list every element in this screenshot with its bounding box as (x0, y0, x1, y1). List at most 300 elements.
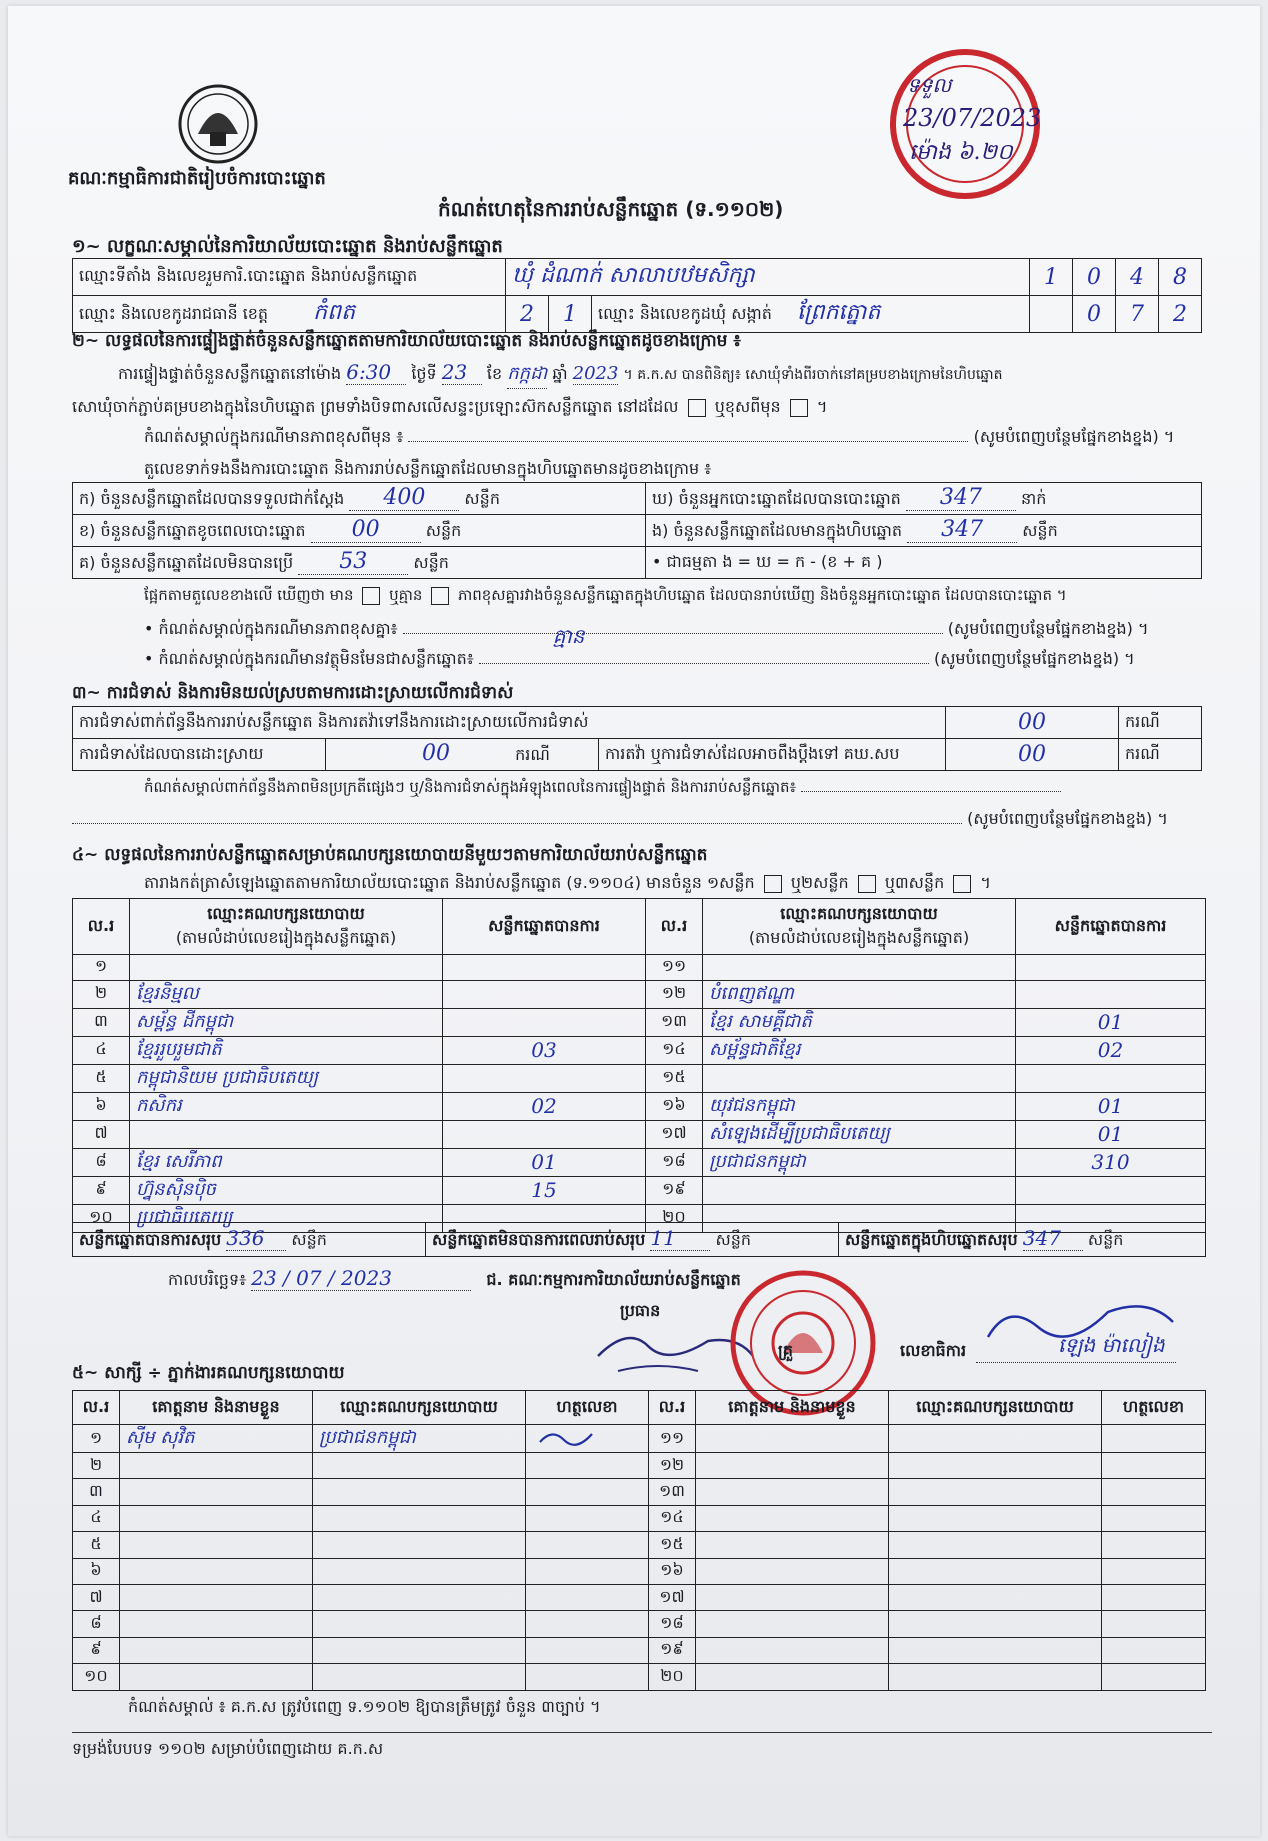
irregularity-note-2 (72, 808, 1168, 832)
witness-no: ៣ (73, 1479, 120, 1505)
result-row (73, 955, 1206, 981)
col-votes-right: សន្លឹកឆ្នោតបានការ (1016, 899, 1206, 955)
three-sheet-checkbox[interactable] (953, 875, 971, 893)
result-no: ៦ (73, 1092, 130, 1120)
result-party: ខ្មែរ សេរីភាព (130, 1148, 443, 1176)
note-diff-field[interactable] (408, 441, 968, 442)
witness-no: ៨ (73, 1611, 120, 1637)
bullet-object-label: • កំណត់សម្គាល់ក្នុងករណីមានវត្ថុមិនមែនជាសន្លឹកឆ្នោត៖ (144, 649, 474, 668)
col-no-right: ល.រ (646, 899, 703, 955)
witness-row (73, 1664, 1206, 1690)
stamp-date: 23/07/2023 (903, 104, 1042, 132)
province-label (73, 296, 506, 333)
witness-party[interactable] (889, 1611, 1102, 1637)
results-body (73, 955, 1206, 1233)
witness-row (73, 1479, 1206, 1505)
witness-party[interactable] (889, 1425, 1102, 1453)
witness-name (120, 1479, 313, 1505)
result-no: ១៣ (646, 1008, 703, 1036)
witness-name[interactable] (696, 1664, 889, 1690)
verify-year: 2023 (572, 363, 619, 384)
witness-signature[interactable] (526, 1453, 649, 1479)
fig-left-2-label: ខ) ចំនួនសន្លឹកឆ្នោតខូចពេលបោះឆ្នោត (79, 521, 306, 540)
result-votes (443, 1008, 646, 1036)
result-party: ហ្វ៊ុនស៊ិនប៉ិច (130, 1176, 443, 1204)
bullet-diff-suffix: (សូមបំពេញបន្ថែមផ្នែកខាងខ្នង) ។ (947, 619, 1149, 638)
witness-party[interactable] (889, 1558, 1102, 1584)
footer-text: ទម្រង់បែបបទ ១១០២ សម្រាប់បំពេញដោយ គ.ក.ស (72, 1739, 384, 1758)
col-party-right-title: ឈ្មោះគណបក្សនយោបាយ (780, 903, 938, 923)
resolved-label: ការជំទាស់ដែលបានដោះស្រាយ (73, 739, 326, 771)
president-label: ប្រធាន (620, 1301, 661, 1320)
verify-tail: ។ គ.ក.ស បានពិនិត្យ៖ សោឃុំទាំងពីរចាក់នៅគម្របខាងក្រោមនៃហិបឆ្នោត (623, 367, 1003, 383)
witness-name (120, 1584, 313, 1610)
result-no: ១២ (646, 980, 703, 1008)
station-value: ឃុំ ដំណាក់ សាលាបឋមសិក្សា (506, 259, 1030, 296)
commune-digit-1: 0 (1073, 296, 1116, 333)
result-party: បំពេញឥណ្ឌា (703, 980, 1016, 1008)
appeal-unit: ករណី (1119, 739, 1202, 771)
witness-signature[interactable] (1102, 1532, 1206, 1558)
station-digit-3: 4 (1116, 259, 1159, 296)
result-no: ២០ (646, 1204, 703, 1232)
date-line (168, 1266, 741, 1293)
witness-name (120, 1637, 313, 1663)
total-box-unit: សន្លឹក (1087, 1230, 1124, 1249)
witness-name[interactable] (696, 1505, 889, 1531)
form-title: កំណត់ហេតុនៃការរាប់សន្លឹកឆ្នោត (ទ.១១០២) (438, 197, 784, 221)
result-votes (1016, 980, 1206, 1008)
witness-signature[interactable] (526, 1425, 649, 1453)
w-col-party-left: ឈ្មោះគណបក្សនយោបាយ (313, 1391, 526, 1425)
result-no: ១ (73, 955, 130, 981)
witness-signature[interactable] (1102, 1558, 1206, 1584)
fig-right-2 (646, 515, 1202, 547)
witness-signature[interactable] (1102, 1584, 1206, 1610)
province-digit-2: 1 (549, 296, 592, 333)
commune-empty (1030, 296, 1073, 333)
member-label: គ្រួ (778, 1341, 793, 1360)
col-party-left-sub: (តាមលំដាប់លេខរៀងក្នុងសន្លឹកឆ្នោត) (175, 927, 397, 947)
fig-right-2-value: 347 (907, 517, 1017, 543)
result-row (73, 1120, 1206, 1148)
note-diff-line (144, 426, 1194, 450)
nec-logo (176, 82, 260, 166)
verify-month-label: ខែ (486, 364, 503, 383)
verify-day-label: ថ្ងៃទី (411, 364, 437, 383)
tally-intro-text: តារាងកត់ត្រាសំឡេងឆ្នោតតាមការិយាល័យបោះឆ្នោត និងរាប់សន្លឹកឆ្នោត (ទ.១១០៤) មានចំនួន ១សន្លឹក (144, 873, 755, 892)
total-invalid-value: 11 (650, 1226, 710, 1251)
result-no: ១១ (646, 955, 703, 981)
result-party: កម្ពុជានិយម ប្រជាធិបតេយ្យ (130, 1064, 443, 1092)
resolved-value: 00 (422, 741, 450, 766)
result-votes: 15 (443, 1176, 646, 1204)
result-votes (443, 1064, 646, 1092)
result-votes: 01 (1016, 1120, 1206, 1148)
fig-left-2-value: 00 (311, 517, 421, 543)
result-votes: 01 (1016, 1092, 1206, 1120)
w-col-sign-left: ហត្ថលេខា (526, 1391, 649, 1425)
witness-row (73, 1453, 1206, 1479)
witness-signature[interactable] (526, 1584, 649, 1610)
irregularity-field-2[interactable] (72, 823, 962, 824)
witness-name (120, 1558, 313, 1584)
result-votes: 01 (443, 1148, 646, 1176)
bullet-object-line (144, 648, 1204, 672)
result-party: ខ្មែររួបរួមជាតិ (130, 1036, 443, 1064)
result-party: ខ្មែរនិម្មល (130, 980, 443, 1008)
witness-row (73, 1505, 1206, 1531)
diff-has-checkbox[interactable] (362, 587, 380, 605)
witness-name[interactable] (696, 1637, 889, 1663)
fig-right-2-unit: សន្លឹក (1022, 521, 1058, 540)
witness-signature[interactable] (526, 1532, 649, 1558)
secretary-label: លេខាធិការ (900, 1341, 967, 1360)
witness-party (313, 1479, 526, 1505)
objection-label: ការជំទាស់ពាក់ព័ន្ធនឹងការរាប់សន្លឹកឆ្នោត និងការតវ៉ាទៅនឹងការដោះស្រាយលើការជំទាស់ (73, 707, 946, 739)
witness-party (313, 1584, 526, 1610)
section5-heading: ៥~ សាក្សី ÷ ភ្នាក់ងារគណបក្សនយោបាយ (72, 1363, 345, 1383)
appeal-value: 00 (946, 739, 1119, 771)
witness-party (313, 1611, 526, 1637)
result-no: ៥ (73, 1064, 130, 1092)
irregularity-label: កំណត់សម្គាល់ពាក់ព័ន្ធនឹងភាពមិនប្រក្រតីផ្សេងៗ ឬ/និងការជំទាស់ក្នុងអំឡុងពេលនៃការផ្ទៀងផ្ទាត់ និងការរាប់សន្លឹកឆ្នោត៖ (144, 778, 797, 796)
witness-no: ៦ (73, 1558, 120, 1584)
witness-signature-mark (532, 1426, 612, 1448)
witness-no: ៤ (73, 1505, 120, 1531)
result-party (703, 1064, 1016, 1092)
diff-has-label: ផ្អែកតាមតួលេខខាងលើ ឃើញថា មាន (144, 586, 354, 604)
witness-no: ៧ (73, 1584, 120, 1610)
fig-right-3 (646, 547, 1202, 579)
witness-name[interactable] (696, 1425, 889, 1453)
witness-signature[interactable] (526, 1637, 649, 1663)
result-party (130, 955, 443, 981)
total-valid-value: 336 (226, 1226, 286, 1251)
witness-party[interactable] (889, 1664, 1102, 1690)
total-invalid-cell (426, 1223, 839, 1257)
result-votes (1016, 955, 1206, 981)
col-party-right-sub: (តាមលំដាប់លេខរៀងក្នុងសន្លឹកឆ្នោត) (748, 927, 970, 947)
total-box-label: សន្លឹកឆ្នោតក្នុងហិបឆ្នោតសរុប (845, 1230, 1018, 1249)
witness-name (120, 1505, 313, 1531)
witness-name[interactable] (696, 1479, 889, 1505)
witness-name[interactable] (696, 1611, 889, 1637)
witness-row (73, 1532, 1206, 1558)
col-votes-left: សន្លឹកឆ្នោតបានការ (443, 899, 646, 955)
witness-no: ១៧ (649, 1584, 696, 1610)
witness-party (313, 1532, 526, 1558)
witness-party[interactable] (889, 1453, 1102, 1479)
result-votes: 01 (1016, 1008, 1206, 1036)
witness-signature[interactable] (1102, 1425, 1206, 1453)
verify-line-2-text: សោឃុំចាក់ភ្ជាប់គម្របខាងក្នុងនៃហិបឆ្នោត ព្រមទាំងបិទពាសលើសន្ទះប្រឡោះស៊កសន្លឹកឆ្នោត នៅដដែល (72, 397, 679, 416)
one-sheet-checkbox[interactable] (764, 875, 782, 893)
station-digit-2: 0 (1073, 259, 1116, 296)
witness-row (73, 1584, 1206, 1610)
witness-no: ១ (73, 1425, 120, 1453)
witness-party[interactable] (889, 1584, 1102, 1610)
two-sheet-checkbox[interactable] (858, 875, 876, 893)
witness-body (73, 1425, 1206, 1691)
result-no: ១៩ (646, 1176, 703, 1204)
col-no-left: ល.រ (73, 899, 130, 955)
result-row (73, 1036, 1206, 1064)
result-votes: 03 (443, 1036, 646, 1064)
station-digit-4: 8 (1159, 259, 1202, 296)
witness-party[interactable] (889, 1637, 1102, 1663)
verify-year-label: ឆ្នាំ (552, 364, 568, 383)
stamp-time: ម៉ោង ៦.២០ (909, 140, 1013, 165)
col-party-right (703, 899, 1016, 955)
result-party (130, 1120, 443, 1148)
objection-value: 00 (946, 707, 1119, 739)
tally-intro: តារាងកត់ត្រាសំឡេងឆ្នោតតាមការិយាល័យបោះឆ្នោត និងរាប់សន្លឹកឆ្នោត (ទ.១១០៤) មានចំនួន ១សន្លឹក ឬ២សន្លឹក ឬ៣សន្លឹក ។ (144, 873, 991, 892)
witness-party (313, 1637, 526, 1663)
w-col-name-left: គោត្តនាម និងនាមខ្លួន (120, 1391, 313, 1425)
footer-rule (72, 1732, 1212, 1733)
fig-left-2-unit: សន្លឹក (425, 521, 462, 540)
witness-no: ១១ (649, 1425, 696, 1453)
formula-text: • ជាធម្មតា ង = ឃ = ក - (ខ + គ ) (652, 551, 883, 571)
witness-name (120, 1532, 313, 1558)
irregularity-field-1[interactable] (801, 791, 1061, 792)
fig-left-3-unit: សន្លឹក (413, 553, 449, 572)
witness-party (313, 1558, 526, 1584)
section4-heading: ៤~ លទ្ធផលនៃការរាប់សន្លឹកឆ្នោតសម្រាប់គណបក្សនយោបាយនីមួយៗតាមការិយាល័យរាប់សន្លឹកឆ្នោត (72, 845, 708, 865)
result-no: ១៦ (646, 1092, 703, 1120)
diff-none-checkbox[interactable] (431, 587, 449, 605)
totals-table (72, 1222, 1206, 1257)
province-digit-1: 2 (506, 296, 549, 333)
fig-left-1-value: 400 (349, 485, 459, 511)
diff-none-label: ឬគ្មាន (389, 586, 423, 604)
result-party (703, 955, 1016, 981)
result-votes (443, 955, 646, 981)
witness-signature[interactable] (1102, 1637, 1206, 1663)
result-row (73, 1148, 1206, 1176)
date-label: កាលបរិច្ឆេទ៖ (168, 1270, 247, 1289)
witness-name: ស៊ីម សុវិត (120, 1425, 313, 1453)
verify-line-2: សោឃុំចាក់ភ្ជាប់គម្របខាងក្នុងនៃហិបឆ្នោត ព្រមទាំងបិទពាសលើសន្ទះប្រឡោះស៊កសន្លឹកឆ្នោត នៅដដែល ឬខុសពីមុន ។ (72, 397, 828, 416)
result-votes (1016, 1176, 1206, 1204)
result-no: ១៧ (646, 1120, 703, 1148)
witness-no: ៥ (73, 1532, 120, 1558)
diff-tail: ភាពខុសគ្នារវាងចំនួនសន្លឹកឆ្នោតក្នុងហិបឆ្នោត ដែលបានរាប់ឃើញ និងចំនួនអ្នកបោះឆ្នោត ដែលបានបោះឆ្នោត ។ (457, 586, 1067, 604)
total-invalid-label: សន្លឹកឆ្នោតមិនបានការពេលរាប់សរុប (432, 1230, 646, 1249)
note-diff-label: កំណត់សម្គាល់ក្នុងករណីមានភាពខុសពីមុន ៖ (144, 427, 404, 446)
diff-line (144, 586, 1067, 608)
witness-name[interactable] (696, 1584, 889, 1610)
witness-signature[interactable] (1102, 1664, 1206, 1690)
result-no: ១៥ (646, 1064, 703, 1092)
section1-heading: ១~ លក្ខណៈសម្គាល់នៃការិយាល័យបោះឆ្នោត និងរាប់សន្លឹកឆ្នោត (72, 236, 503, 257)
result-row (73, 1176, 1206, 1204)
result-party: ប្រជាធិបតេយ្យ (130, 1204, 443, 1232)
different-label: ឬខុសពីមុន (714, 397, 781, 416)
result-party: យុវជនកម្ពុជា (703, 1092, 1016, 1120)
result-no: ៩ (73, 1176, 130, 1204)
result-votes (443, 980, 646, 1008)
total-valid-unit: សន្លឹក (291, 1230, 327, 1249)
result-party: ប្រជាជនកម្ពុជា (703, 1148, 1016, 1176)
result-party: សម្ព័ន្ធជាតិខ្មែរ (703, 1036, 1016, 1064)
total-box-cell (839, 1223, 1206, 1257)
witness-party[interactable] (889, 1505, 1102, 1531)
fig-right-1 (646, 483, 1202, 515)
section1-table (72, 258, 1202, 333)
different-checkbox[interactable] (790, 399, 808, 417)
result-no: ៣ (73, 1008, 130, 1036)
resolved-unit: ករណី (515, 745, 550, 764)
col-party-left (130, 899, 443, 955)
committee-label: ជ. គណៈកម្មការការិយាល័យរាប់សន្លឹកឆ្នោត (486, 1270, 741, 1289)
irregularity-note (144, 778, 1061, 800)
witness-name (120, 1453, 313, 1479)
result-row (73, 1008, 1206, 1036)
received-stamp (883, 44, 1073, 204)
witness-party[interactable] (889, 1479, 1102, 1505)
witness-name[interactable] (696, 1558, 889, 1584)
witness-no: ១៩ (649, 1637, 696, 1663)
results-table (72, 898, 1206, 1233)
result-votes: 310 (1016, 1148, 1206, 1176)
resolved-cell (326, 739, 599, 771)
station-label: ឈ្មោះទីតាំង និងលេខរួមការិ.បោះឆ្នោត និងរាប់សន្លឹកឆ្នោត (73, 259, 506, 296)
witness-party: ប្រជាជនកម្ពុជា (313, 1425, 526, 1453)
result-no: ២ (73, 980, 130, 1008)
witness-signature[interactable] (526, 1505, 649, 1531)
commune-cell (592, 296, 1030, 333)
total-invalid-unit: សន្លឹក (715, 1230, 752, 1249)
fig-left-3-label: គ) ចំនួនសន្លឹកឆ្នោតដែលមិនបានប្រើ (79, 553, 294, 572)
result-votes (443, 1120, 646, 1148)
same-checkbox[interactable] (688, 399, 706, 417)
result-row (73, 980, 1206, 1008)
bullet-diff-line (144, 618, 1204, 648)
w-col-no-left: ល.រ (73, 1391, 120, 1425)
verify-line-1 (118, 360, 1003, 389)
fig-left-3-value: 53 (298, 549, 408, 575)
witness-no: ១៨ (649, 1611, 696, 1637)
witness-signature[interactable] (526, 1664, 649, 1690)
witness-signature[interactable] (1102, 1479, 1206, 1505)
result-no: ១៤ (646, 1036, 703, 1064)
witness-no: ១៥ (649, 1532, 696, 1558)
w-col-sign-right: ហត្ថលេខា (1102, 1391, 1206, 1425)
fig-left-1-label: ក) ចំនួនសន្លឹកឆ្នោតដែលបានទទួលជាក់ស្ដែង (79, 489, 345, 508)
objection-table (72, 706, 1202, 771)
w-col-name-right: គោត្តនាម និងនាមខ្លួន (696, 1391, 889, 1425)
bullet-diff-field[interactable] (403, 624, 943, 648)
date-value: 23 / 07 / 2023 (251, 1266, 471, 1291)
province-label-text: ឈ្មោះ និងលេខកូដរាជធានី ខេត្ត (79, 304, 269, 323)
witness-signature[interactable] (1102, 1505, 1206, 1531)
section3-heading: ៣~ ការជំទាស់ និងការមិនយល់ស្របតាមការដោះស្រាយលើការជំទាស់ (72, 683, 514, 703)
objection-unit: ករណី (1119, 707, 1202, 739)
commune-digit-2: 7 (1116, 296, 1159, 333)
paper-sheet (8, 6, 1260, 1836)
witness-signature[interactable] (1102, 1611, 1206, 1637)
bullet-diff-value: គ្មាន (552, 624, 585, 648)
witness-signature[interactable] (1102, 1453, 1206, 1479)
commune-value: ព្រែកត្នោត (796, 300, 881, 325)
result-row (73, 1064, 1206, 1092)
witness-no: ៩ (73, 1637, 120, 1663)
total-box-value: 347 (1023, 1226, 1083, 1251)
witness-table (72, 1390, 1206, 1691)
bullet-diff-label: • កំណត់សម្គាល់ក្នុងករណីមានភាពខុសគ្នា៖ (144, 619, 398, 638)
bullet-object-field[interactable] (479, 663, 929, 664)
witness-party (313, 1505, 526, 1531)
fig-right-2-label: ង) ចំនួនសន្លឹកឆ្នោតដែលមានក្នុងហិបឆ្នោត (652, 521, 902, 540)
fig-right-1-value: 347 (906, 485, 1016, 511)
witness-no: ២ (73, 1453, 120, 1479)
witness-no: ១៤ (649, 1505, 696, 1531)
result-row (73, 1092, 1206, 1120)
witness-signature[interactable] (526, 1479, 649, 1505)
irregularity-suffix: (សូមបំពេញបន្ថែមផ្នែកខាងខ្នង) ។ (967, 809, 1168, 828)
secretary-signature (978, 1292, 1178, 1356)
stamp-received: ទទួល (907, 73, 952, 97)
result-no: ១០ (73, 1204, 130, 1232)
fig-right-1-label: ឃ) ចំនួនអ្នកបោះឆ្នោតដែលបានបោះឆ្នោត (652, 489, 901, 508)
appeal-label: ការតវ៉ា ឬការជំទាស់ដែលអាចពឹងប្ដឹងទៅ គឃ.សប (599, 739, 946, 771)
three-sheet-label: ឬ៣សន្លឹក (884, 873, 945, 892)
fig-right-1-unit: នាក់ (1021, 489, 1047, 508)
result-no: ៧ (73, 1120, 130, 1148)
province-value: កំពត (313, 300, 356, 325)
result-party: សំឡេងដើម្បីប្រជាធិបតេយ្យ (703, 1120, 1016, 1148)
witness-name (120, 1611, 313, 1637)
verify-month: កក្កដា (507, 361, 547, 389)
witness-row (73, 1611, 1206, 1637)
note-diff-suffix: (សូមបំពេញបន្ថែមផ្នែកខាងខ្នង) ។ (973, 427, 1175, 446)
result-votes: 02 (443, 1092, 646, 1120)
witness-no: ២០ (649, 1664, 696, 1690)
witness-row (73, 1637, 1206, 1663)
result-party: កសិករ (130, 1092, 443, 1120)
result-votes: 02 (1016, 1036, 1206, 1064)
witness-party[interactable] (889, 1532, 1102, 1558)
verify-day: 23 (442, 360, 482, 385)
fig-left-1 (73, 483, 646, 515)
result-no: ១៨ (646, 1148, 703, 1176)
witness-no: ១៦ (649, 1558, 696, 1584)
result-party (703, 1176, 1016, 1204)
footnote: កំណត់សម្គាល់ ៖ គ.ក.ស ត្រូវបំពេញ ទ.១១០២ ឱ្យបានត្រឹមត្រូវ ចំនួន ៣ច្បាប់ ។ (128, 1697, 601, 1716)
col-party-left-title: ឈ្មោះគណបក្សនយោបាយ (207, 903, 365, 923)
figures-intro: តួលេខទាក់ទងនឹងការបោះឆ្នោត និងការរាប់សន្លឹកឆ្នោតដែលមានក្នុងហិបឆ្នោតមានដូចខាងក្រោម ៖ (144, 459, 712, 478)
witness-party (313, 1664, 526, 1690)
figures-table (72, 482, 1202, 579)
station-digit-1: 1 (1030, 259, 1073, 296)
section2-heading: ២~ លទ្ធផលនៃការផ្ទៀងផ្ទាត់ចំនួនសន្លឹកឆ្នោតតាមការិយាល័យបោះឆ្នោត និងរាប់សន្លឹកឆ្នោតដូចខាងក្រោម ៖ (72, 331, 741, 351)
witness-signature[interactable] (526, 1558, 649, 1584)
witness-name[interactable] (696, 1453, 889, 1479)
fig-left-1-unit: សន្លឹក (464, 489, 500, 508)
w-col-no-right: ល.រ (649, 1391, 696, 1425)
witness-signature[interactable] (526, 1611, 649, 1637)
commune-label: ឈ្មោះ និងលេខកូដឃុំ សង្កាត់ (598, 304, 772, 323)
total-valid-cell (73, 1223, 426, 1257)
two-sheet-label: ឬ២សន្លឹក (790, 873, 849, 892)
fig-left-2 (73, 515, 646, 547)
witness-party (313, 1453, 526, 1479)
witness-name[interactable] (696, 1532, 889, 1558)
verify-time: 6:30 (346, 360, 406, 385)
bullet-object-suffix: (សូមបំពេញបន្ថែមផ្នែកខាងខ្នង) ។ (933, 649, 1135, 668)
